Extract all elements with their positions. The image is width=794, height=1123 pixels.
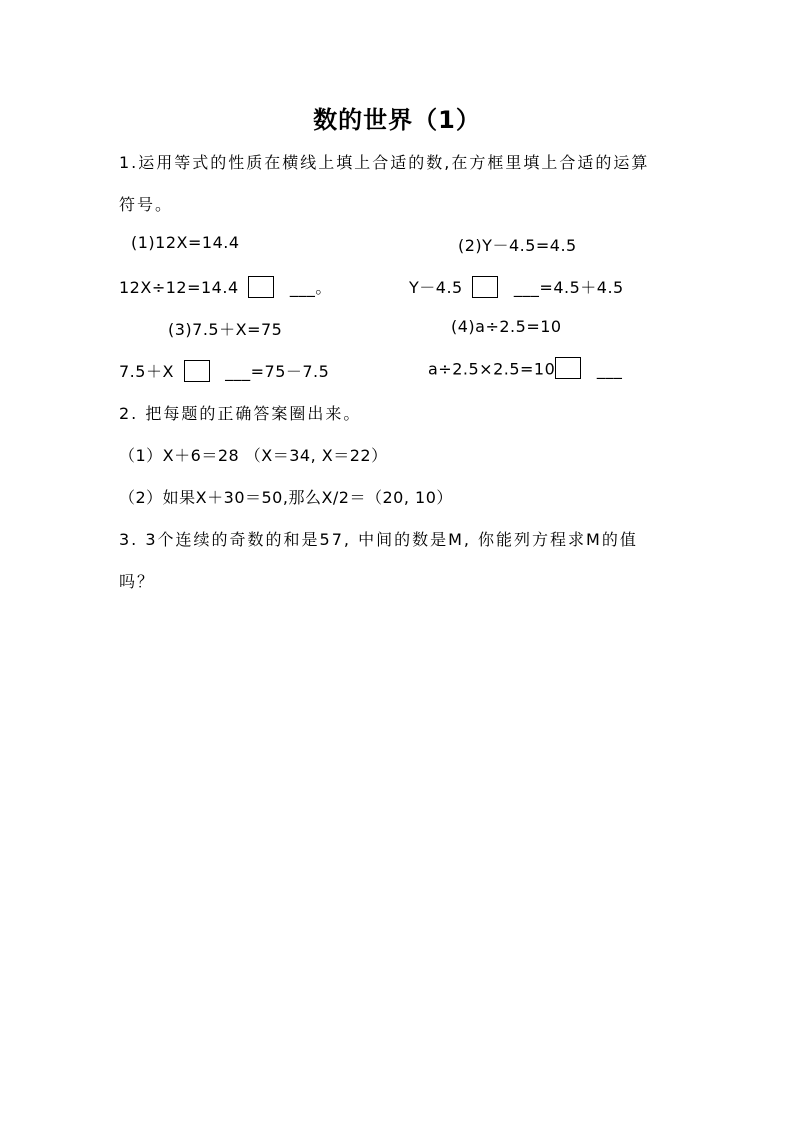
answer-blank-2[interactable]: ___=4.5＋4.5 [513,278,624,297]
operator-box-1[interactable] [248,276,274,298]
problem-2-equation [409,275,624,300]
answer-blank-4[interactable]: ___ [596,359,623,379]
question-3-text-cont: 吗？ [119,572,156,591]
question-2-item-1: （1）X＋6＝28 （X＝34, X＝22） [119,446,388,465]
problem-3-label: (3)7.5＋X=75 [168,320,283,339]
problem-2-label: (2)Y－4.5=4.5 [458,236,577,255]
question-1-text: 1.运用等式的性质在横线上填上合适的数,在方框里填上合适的运算 [119,153,650,172]
problem-1-equation [119,275,332,300]
problem-4-left: a÷2.5×2.5=10 [428,359,556,379]
operator-box-3[interactable] [184,360,210,382]
problem-1-left: 12X÷12=14.4 [119,278,239,297]
answer-blank-3[interactable]: ___=75－7.5 [225,362,330,381]
problem-3-equation [119,359,329,384]
problem-4-label: (4)a÷2.5=10 [451,317,562,336]
question-2-item-2: （2）如果X＋30＝50,那么X/2＝（20, 10） [119,488,453,507]
answer-blank-1[interactable]: ___。 [289,278,332,297]
problem-3-left: 7.5＋X [119,362,174,381]
problem-4-equation [428,359,622,381]
problem-2-left: Y－4.5 [409,278,463,297]
page-title: 数的世界（1） [313,106,481,134]
question-3-text: 3. 3个连续的奇数的和是57, 中间的数是M, 你能列方程求M的值 [119,530,638,549]
problem-1-label: (1)12X=14.4 [131,233,240,252]
question-2-heading: 2. 把每题的正确答案圈出来。 [119,404,362,423]
question-1-text-cont: 符号。 [119,195,174,214]
operator-box-2[interactable] [472,276,498,298]
operator-box-4[interactable] [555,357,581,379]
